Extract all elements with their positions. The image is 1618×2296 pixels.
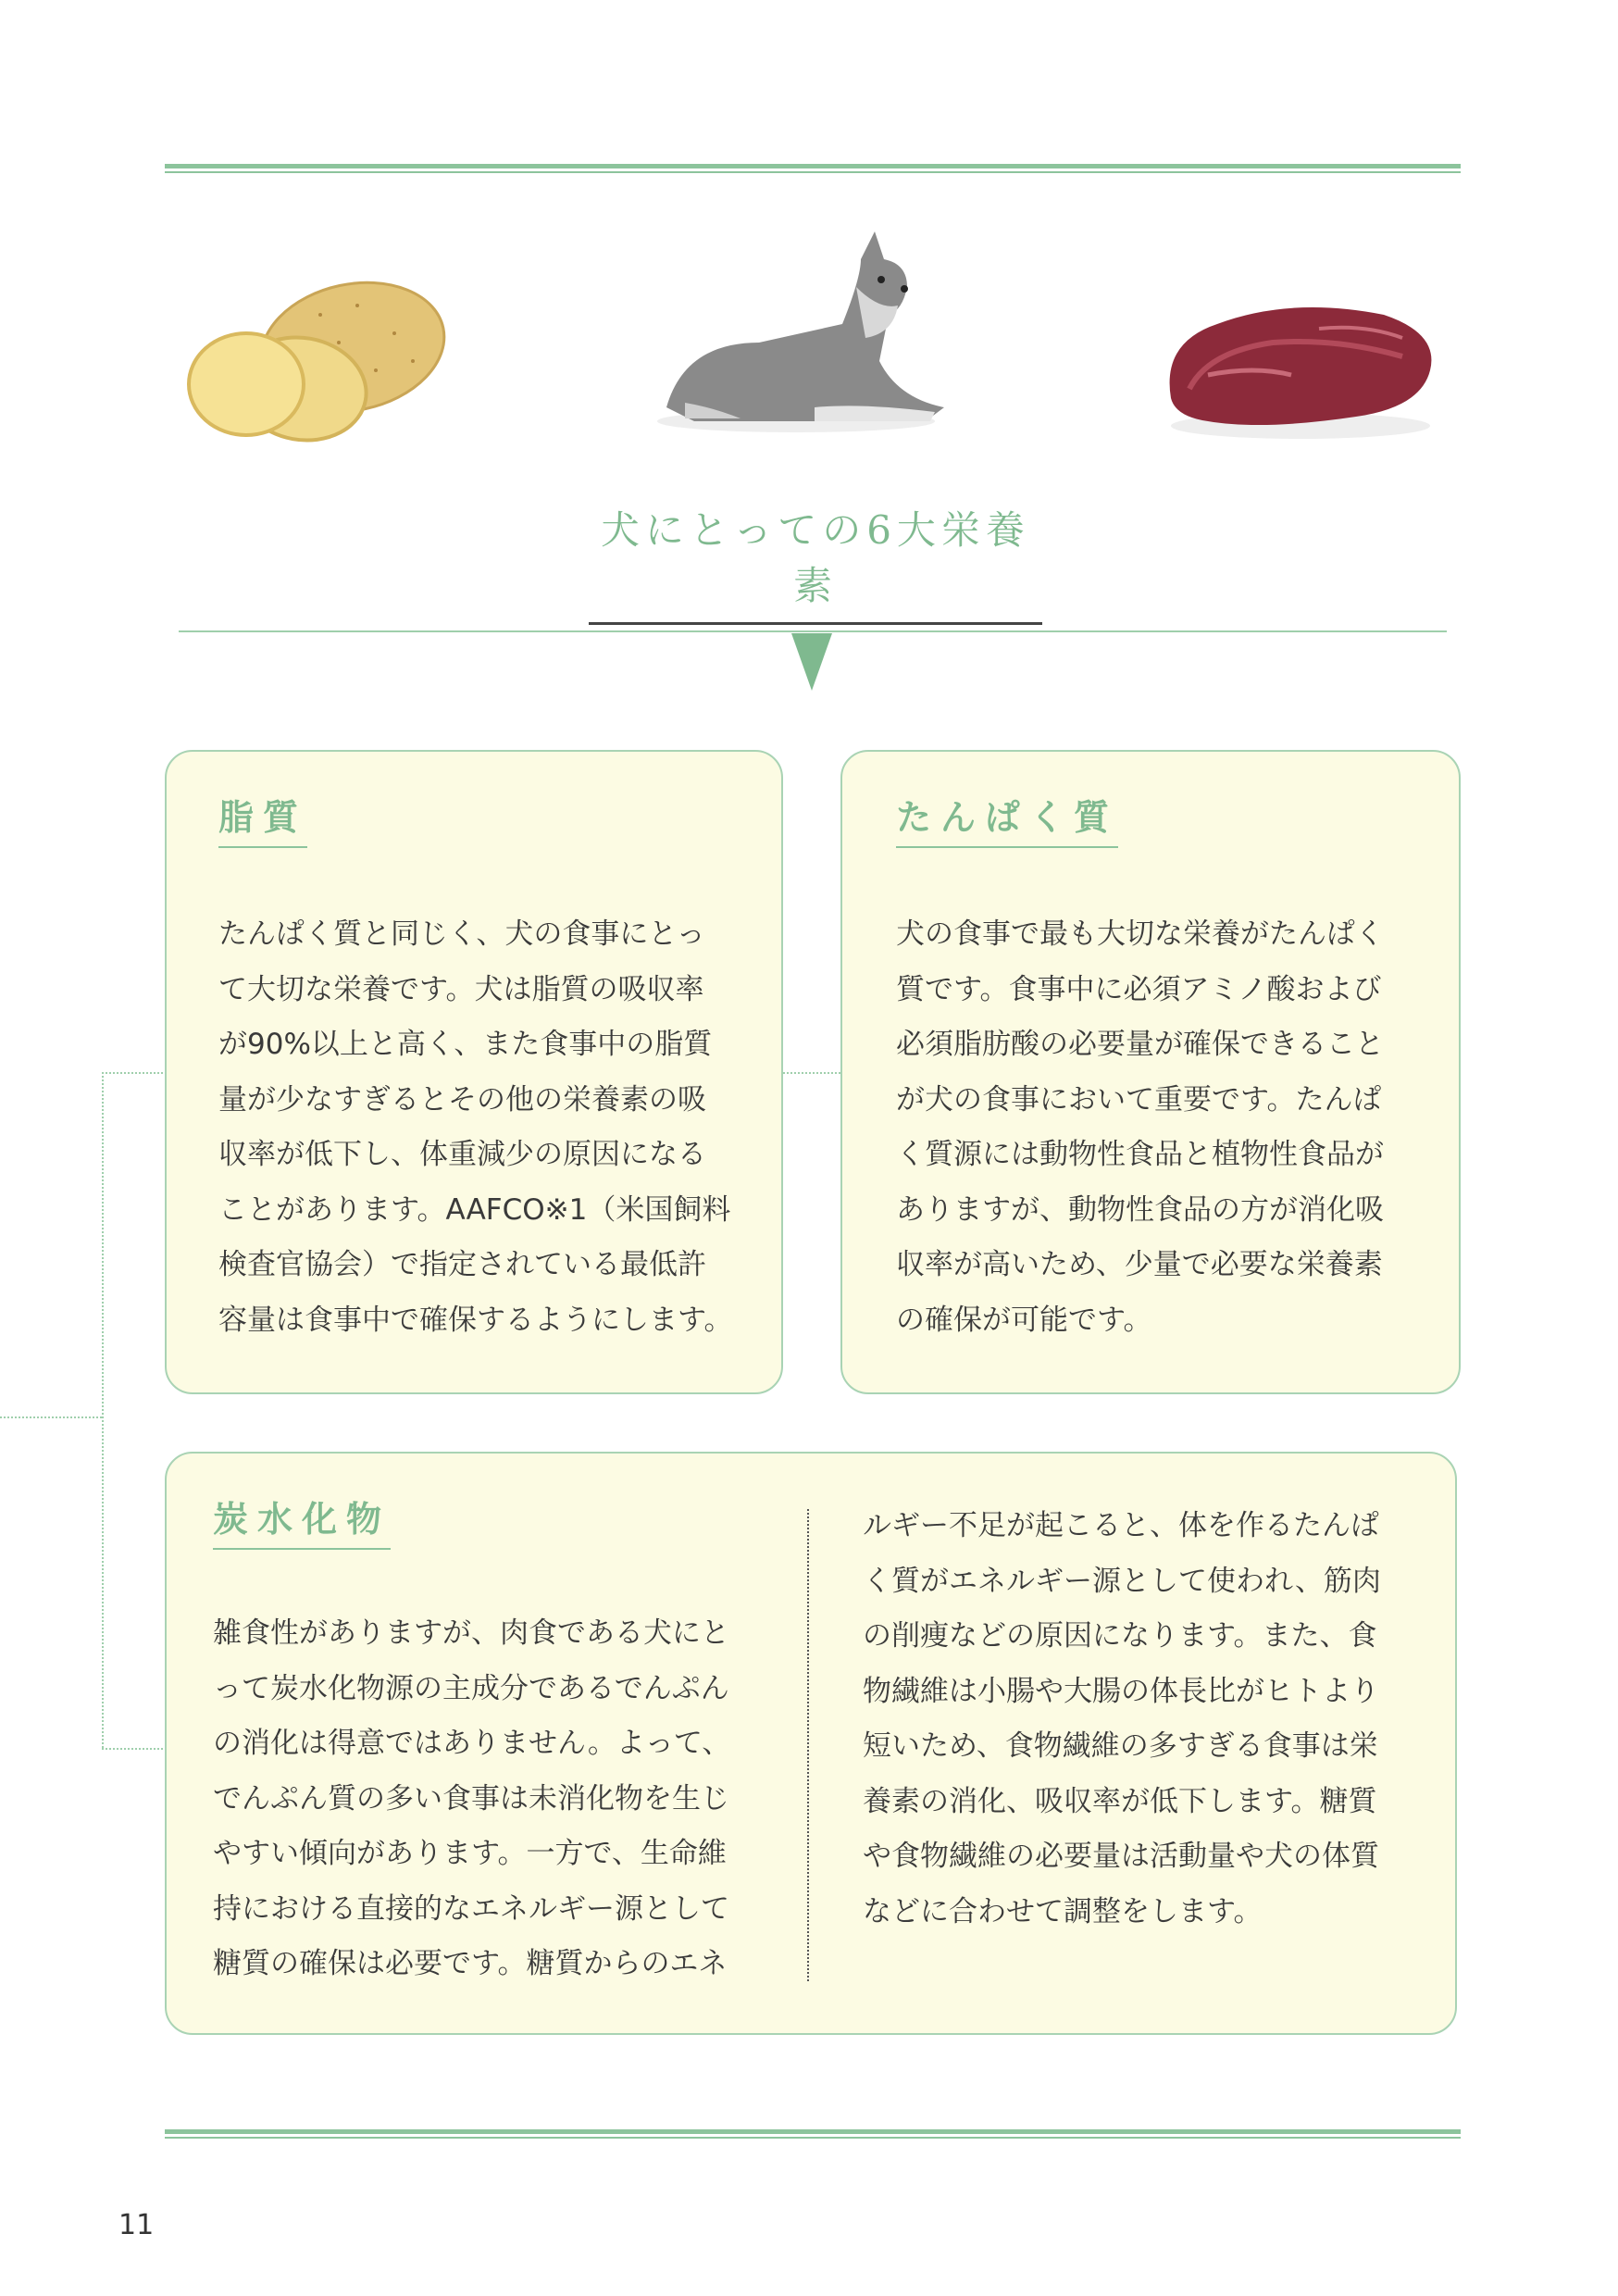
card-body: たんぱく質と同じく、犬の食事にとっ て大切な栄養です。犬は脂質の吸収率 が90%以上と高く、また食事中の脂質 量が少なすぎるとその他の栄養素の吸 収率が低下し、体重減少の原因になる ことがあります。AAFCO※1（米国飼料 検査官協会）で指定されている最低許 容量は食事中で確保するようにします。 [218,917,733,1337]
column-divider [807,1509,809,1981]
card-body-right: ルギー不足が起こると、体を作るたんぱ く質がエネルギー源として使われ、筋肉 の削痩などの原因になります。また、食 物繊維は小腸や大腸の体長比がヒトより 短いため、食物繊維の多すぎる食事は栄 養素の消化、吸収率が低下します。糖質 や食物繊維の必要量は活動量や犬の体質 などに合わせて調整をします。 [863,1509,1381,1928]
dog-illustration [629,222,972,444]
liver-illustration [1152,287,1449,454]
connector-line [783,1072,840,1074]
card-title: 炭水化物 [213,1502,391,1550]
card-title: 脂質 [218,800,307,848]
top-rule [165,164,1461,174]
down-arrow-icon [791,633,832,691]
page-number: 11 [118,2209,155,2241]
card-fat [165,750,783,1394]
connector-line [102,1072,163,1074]
card-body-left: 雑食性がありますが、肉食である犬にと って炭水化物源の主成分であるでんぷん の消化は得意ではありません。よって、 でんぷん質の多い食事は未消化物を生じ やすい傾向があります。一方で、生命維 持における直接的なエネルギー源として 糖質の確保は必要です。糖質からのエネ [213,1616,731,1980]
connector-line [102,1748,163,1750]
bottom-rule [165,2129,1461,2140]
card-body: 犬の食事で最も大切な栄養がたんぱく 質です。食事中に必須アミノ酸および 必須脂肪酸の必要量が確保できること が犬の食事において重要です。たんぱ く質源には動物性食品と植物性食品が ありますが、動物性食品の方が消化吸 収率が高いため、少量で必要な栄養素 の確保が可能です。 [896,917,1384,1337]
card-title: たんぱく質 [896,800,1118,848]
potato-illustration [181,268,450,454]
card-carbohydrate [165,1452,1457,2035]
connector-line [102,1072,104,1748]
card-protein [840,750,1461,1394]
page-title: 犬にとっての6大栄養素 [589,500,1042,625]
divider-line [179,630,1447,632]
connector-line [0,1416,102,1418]
